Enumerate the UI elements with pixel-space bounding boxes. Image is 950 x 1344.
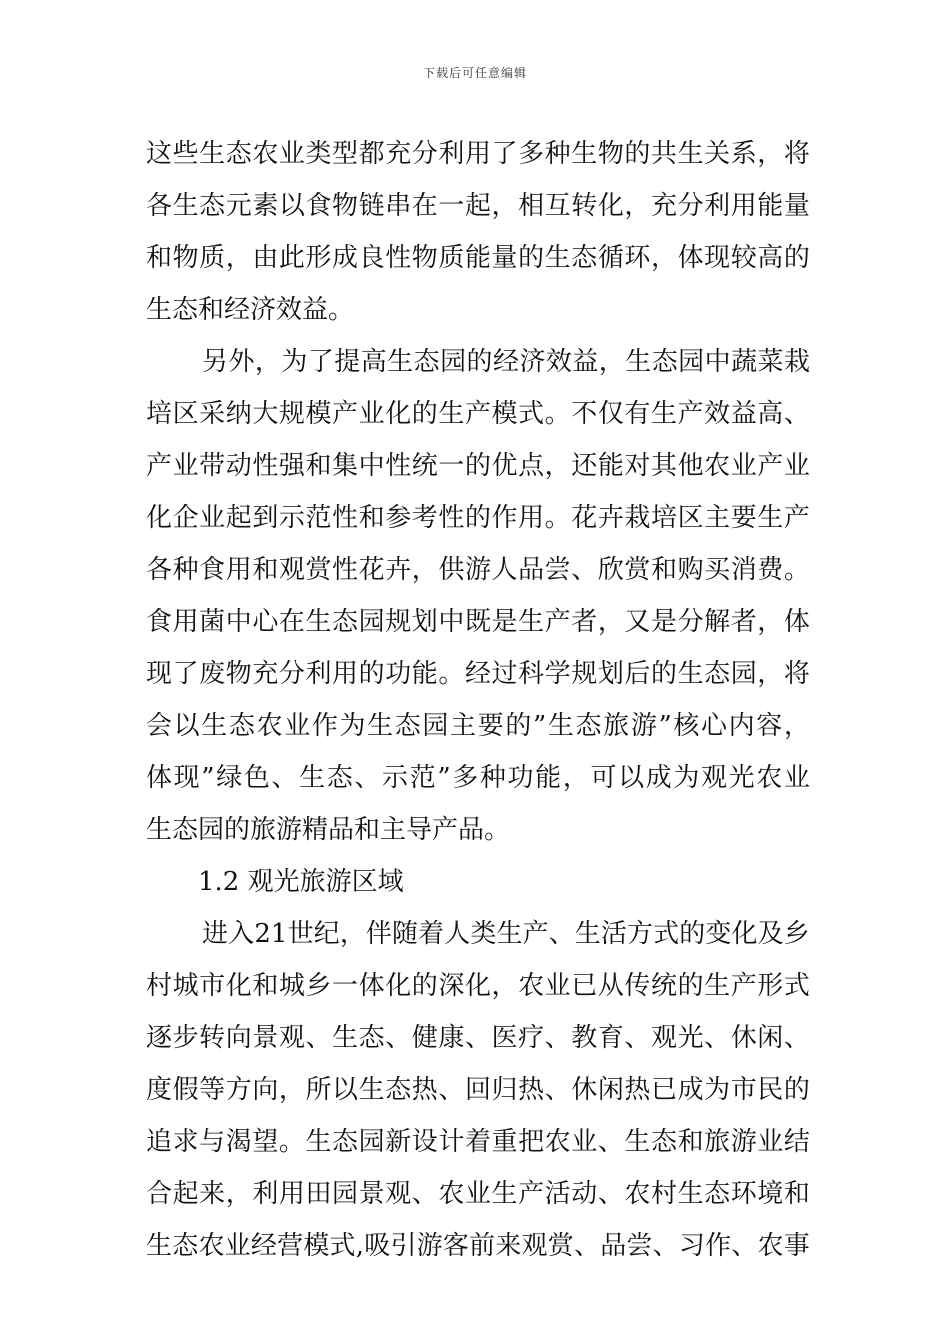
paragraph-line: 食 用 菌 中 心 在 生 态 园 规 划 中 既 是 生 产 者 ， 又 是 分 解 者 ， 体 bbox=[146, 607, 810, 637]
paragraph-line: 逐 步 转 向 景 观 、 生 态 、 健 康 、 医 疗 、 教 育 、 观 光 、 休 闲 、 bbox=[146, 1023, 810, 1053]
paragraph-line: 现 了 废 物 充 分 利 用 的 功 能 。 经 过 科 学 规 划 后 的 生 态 园 ， 将 bbox=[146, 659, 810, 689]
paragraph-line: 生态园的旅游精品和主导产品。 bbox=[146, 815, 511, 845]
document-body bbox=[146, 128, 810, 1272]
paragraph-line: 会 以 生 态 农 业 作 为 生 态 园 主 要 的 ” 生 态 旅 游 ” 核 心 内 容 ， bbox=[146, 711, 810, 741]
paragraph-line: 村 城 市 化 和 城 乡 一 体 化 的 深 化 ， 农 业 已 从 传 统 的 生 产 形 式 bbox=[146, 971, 810, 1001]
paragraph-line: 进 入 21 世 纪 ， 伴 随 着 人 类 生 产 、 生 活 方 式 的 变 化 及 乡 bbox=[202, 919, 810, 949]
paragraph-line: 度 假 等 方 向 ， 所 以 生 态 热 、 回 归 热 、 休 闲 热 已 成 为 市 民 的 bbox=[146, 1075, 810, 1105]
paragraph-line: 生 态 农 业 经 营 模 式 , 吸 引 游 客 前 来 观 赏 、 品 尝 、 习 作 、 农 事 bbox=[146, 1231, 810, 1261]
paragraph-line: 合 起 来 ， 利 用 田 园 景 观 、 农 业 生 产 活 动 、 农 村 生 态 环 境 和 bbox=[146, 1179, 810, 1209]
paragraph-line: 和 物 质 ， 由 此 形 成 良 性 物 质 能 量 的 生 态 循 环 ， 体 现 较 高 的 bbox=[146, 243, 810, 273]
paragraph-line: 追 求 与 渴 望 。 生 态 园 新 设 计 着 重 把 农 业 、 生 态 和 旅 游 业 结 bbox=[146, 1127, 810, 1157]
paragraph-line: 另 外 ， 为 了 提 高 生 态 园 的 经 济 效 益 ， 生 态 园 中 蔬 菜 栽 bbox=[202, 347, 810, 377]
paragraph-line: 产 业 带 动 性 强 和 集 中 性 统 一 的 优 点 ， 还 能 对 其 他 农 业 产 业 bbox=[146, 451, 810, 481]
paragraph-line: 化 企 业 起 到 示 范 性 和 参 考 性 的 作 用 。 花 卉 栽 培 区 主 要 生 产 bbox=[146, 503, 810, 533]
paragraph-line: 体 现 ” 绿 色 、 生 态 、 示 范 ” 多 种 功 能 ， 可 以 成 为 观 光 农 业 bbox=[146, 763, 810, 793]
paragraph-line: 各 生 态 元 素 以 食 物 链 串 在 一 起 ， 相 互 转 化 ， 充 分 利 用 能 量 bbox=[146, 191, 810, 221]
page-header: 下载后可任意编辑 bbox=[422, 66, 527, 80]
paragraph-line: 生态和经济效益。 bbox=[146, 295, 355, 325]
paragraph-line: 这 些 生 态 农 业 类 型 都 充 分 利 用 了 多 种 生 物 的 共 生 关 系 ， 将 bbox=[146, 139, 810, 169]
paragraph-line: 培 区 采 纳 大 规 模 产 业 化 的 生 产 模 式 。 不 仅 有 生 产 效 益 高 、 bbox=[146, 399, 810, 429]
section-heading: 1.2 观光旅游区域 bbox=[198, 867, 404, 897]
paragraph-line: 各 种 食 用 和 观 赏 性 花 卉 ， 供 游 人 品 尝 、 欣 赏 和 购 买 消 费 。 bbox=[146, 555, 810, 585]
